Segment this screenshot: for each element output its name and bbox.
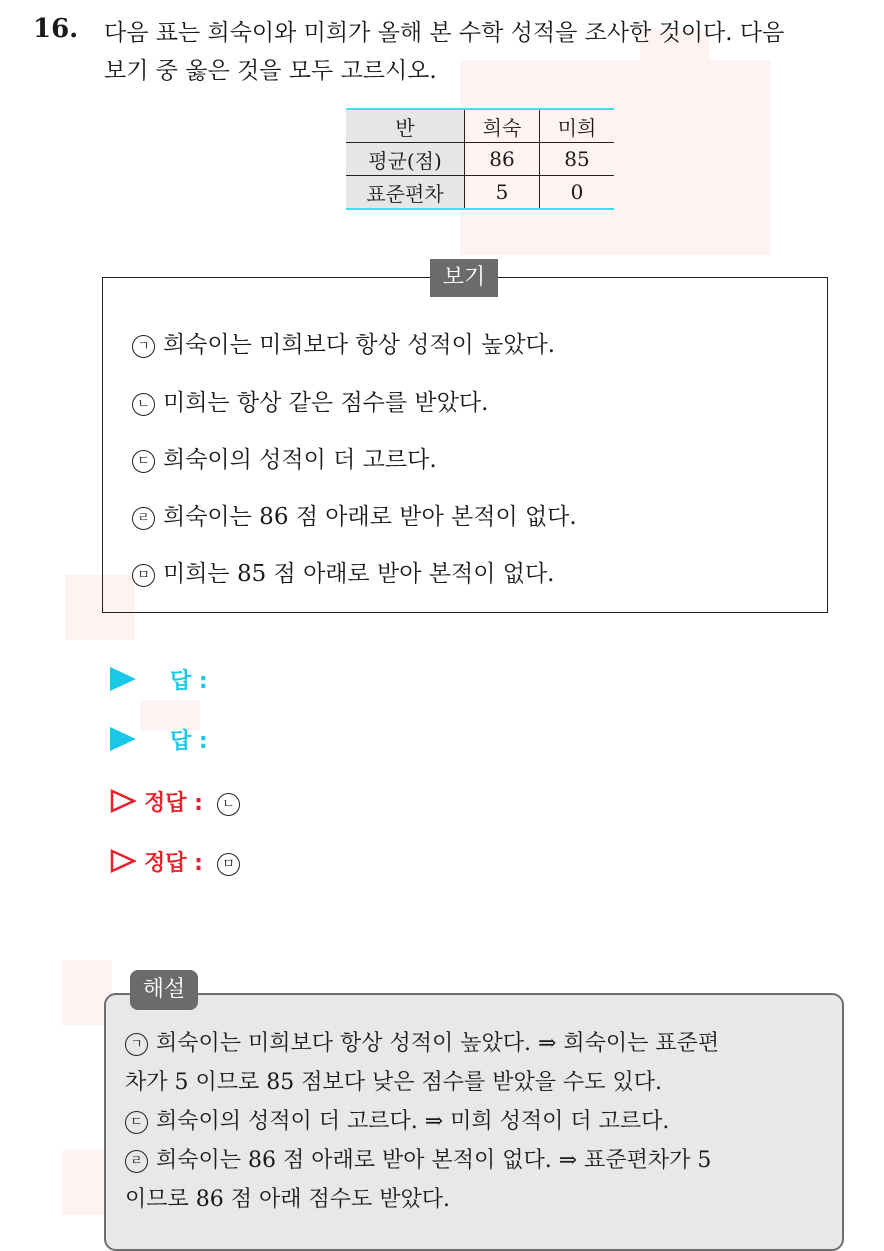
bogi-title: 보기 — [430, 259, 498, 297]
circled-marker: ㄴ — [132, 393, 155, 416]
circled-marker: ㄱ — [132, 335, 155, 358]
table-row — [346, 176, 614, 210]
bogi-item — [132, 384, 488, 417]
bogi-item-text: 희숙이는 미희보다 항상 성적이 높았다. — [163, 332, 556, 358]
answer-blank-2[interactable] — [110, 724, 208, 755]
circled-marker: ㄹ — [125, 1150, 148, 1173]
outlined-triangle-icon — [110, 789, 136, 813]
table-cell: 0 — [540, 176, 615, 210]
explanation-line — [125, 1180, 831, 1219]
table-cell: 85 — [540, 143, 615, 176]
table-header-cell: 미희 — [540, 109, 615, 143]
question-line-1: 다음 표는 희숙이와 미희가 올해 본 수학 성적을 조사한 것이다. 다음 — [104, 20, 785, 46]
circled-marker: ㄴ — [217, 793, 240, 816]
table-row — [346, 143, 614, 176]
correct-answer-1 — [110, 786, 248, 817]
table-cell: 86 — [465, 143, 540, 176]
bogi-item-text: 희숙이의 성적이 더 고르다. — [163, 447, 437, 473]
circled-marker: ㄹ — [132, 507, 155, 530]
explanation-line-text: 희숙이는 미희보다 항상 성적이 높았다. ⇒ 희숙이는 표준편 — [156, 1031, 720, 1056]
score-table — [346, 108, 614, 210]
explanation-line-text: 희숙이의 성적이 더 고르다. ⇒ 미희 성적이 더 고르다. — [156, 1109, 670, 1134]
table-row-label: 평균(점) — [346, 143, 465, 176]
correct-label: 정답 : — [144, 791, 203, 816]
explanation-line — [125, 1141, 831, 1180]
table-header-cell: 희숙 — [465, 109, 540, 143]
answer-label: 답 : — [170, 669, 208, 694]
correct-answer-2 — [110, 846, 248, 877]
bogi-item — [132, 555, 555, 588]
explanation-line — [125, 1024, 831, 1063]
explanation-line-text: 차가 5 이므로 85 점보다 낮은 점수를 받았을 수도 있다. — [125, 1070, 662, 1095]
explanation-line-text: 이므로 86 점 아래 점수도 받았다. — [125, 1187, 450, 1212]
table-cell: 5 — [465, 176, 540, 210]
bogi-item — [132, 326, 555, 359]
question-number: 16. — [33, 14, 79, 44]
table-row-label: 표준편차 — [346, 176, 465, 210]
bogi-item-text: 미희는 85 점 아래로 받아 본적이 없다. — [163, 561, 555, 587]
bogi-item-text: 희숙이는 86 점 아래로 받아 본적이 없다. — [163, 504, 577, 530]
answer-label: 답 : — [170, 729, 208, 754]
filled-triangle-icon — [110, 727, 136, 751]
explanation-line — [125, 1102, 831, 1141]
explanation-title: 해설 — [130, 970, 198, 1010]
outlined-triangle-icon — [110, 849, 136, 873]
table-header-row — [346, 109, 614, 143]
circled-marker: ㄱ — [125, 1033, 148, 1056]
question-text — [104, 14, 874, 90]
circled-marker: ㄷ — [125, 1111, 148, 1134]
correct-label: 정답 : — [144, 851, 203, 876]
question-line-2: 보기 중 옳은 것을 모두 고르시오. — [104, 58, 437, 84]
answer-blank-1[interactable] — [110, 664, 208, 695]
circled-marker: ㅁ — [132, 564, 155, 587]
explanation-line-text: 희숙이는 86 점 아래로 받아 본적이 없다. ⇒ 표준편차가 5 — [156, 1148, 712, 1173]
circled-marker: ㅁ — [217, 853, 240, 876]
explanation-text — [125, 1024, 831, 1219]
table-header-cell: 반 — [346, 109, 465, 143]
circled-marker: ㄷ — [132, 450, 155, 473]
filled-triangle-icon — [110, 667, 136, 691]
bogi-item — [132, 498, 577, 531]
bogi-item — [132, 441, 437, 474]
bogi-item-text: 미희는 항상 같은 점수를 받았다. — [163, 390, 489, 416]
explanation-line — [125, 1063, 831, 1102]
